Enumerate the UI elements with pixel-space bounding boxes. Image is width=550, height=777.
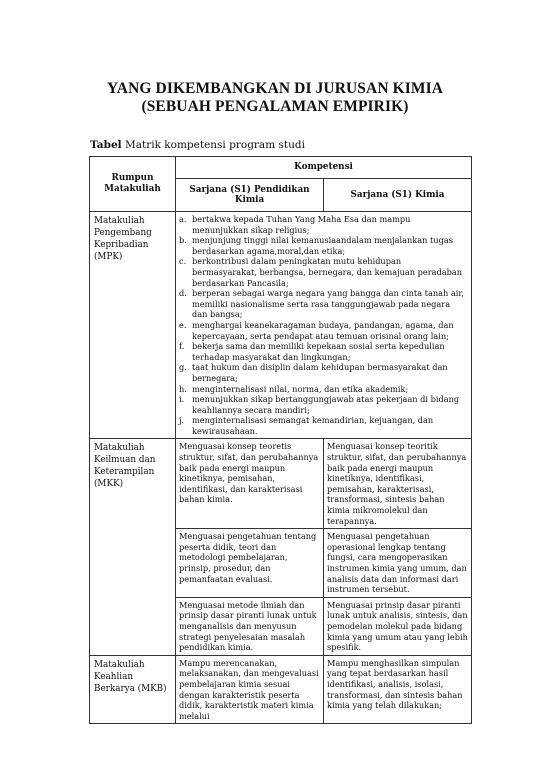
table-row-mkk-1	[90, 439, 472, 529]
mkk-kimia-cell: Menguasai konsep teoritik struktur, sifat, dan perubahannya baik pada energi maupun kinetiknya, identifikasi, pemisahan, karakterisasi, transformasi, sintesis bahan kimia mikromolekul dan terapannya.	[324, 439, 472, 529]
list-item: b. menjunjung tinggi nilai kemanusiaandalam menjalankan tugas berdasarkan agama,moral,dan etika;	[179, 235, 453, 256]
table-row-mpk	[90, 212, 472, 439]
header-rumpun-matakuliah: Rumpun Matakuliah	[90, 157, 176, 212]
list-item: e. menghargai keanekaragaman budaya, pandangan, agama, dan kepercayaan, serta pendapat atau temuan orisinal orang lain;	[179, 319, 454, 341]
mkk-kimia-cell: Menguasai prinsip dasar piranti lunak untuk analisis, sintesis, dan pemodelan molekul pada bidang kimia yang umum atau yang lebih spesifik.	[324, 597, 472, 655]
competency-matrix-table	[89, 156, 472, 724]
list-item: h. menginternalisasi nilai, norma, dan etika akademik;	[179, 383, 409, 394]
table-caption	[90, 139, 305, 151]
list-item: j. menginternalisasi semangat kemandirian, kejuangan, dan kewirausahaan.	[179, 415, 434, 436]
mkk-pendidikan-cell: Menguasai metode ilmiah dan prinsip dasar piranti lunak untuk menganalisis dan menyusun strategi penyelesaian masalah pendidikan kimia.	[176, 597, 324, 655]
caption-label: Tabel	[90, 139, 122, 151]
header-s1-kimia: Sarjana (S1) Kimia	[324, 179, 472, 212]
document-title-line-1: YANG DIKEMBANGKAN DI JURUSAN KIMIA	[106, 80, 444, 97]
rumpun-mpk-label: Matakuliah Pengembang Kepribadian (MPK)	[90, 212, 176, 439]
mkb-pendidikan-cell: Mampu merencanakan, melaksanakan, dan mengevaluasi pembelajaran kimia sesuai dengan karakteristik peserta didik, karakteristik materi kimia melalui	[176, 655, 324, 724]
rumpun-mkb-label: Matakuliah Keahlian Berkarya (MKB)	[90, 655, 176, 724]
mpk-competency-list	[179, 214, 468, 436]
mkk-kimia-cell: Menguasai pengetahuan operasional lengkap tentang fungsi, cara mengoperasikan instrumen kimia yang umum, dan analisis data dan informasi dari instrumen tersebut.	[324, 529, 472, 598]
list-item: c. berkontribusi dalam peningkatan mutu kehidupan bermasyarakat, berbangsa, bernegara, dan kemajuan peradaban berdasarkan Pancasila;	[179, 256, 463, 288]
list-item: i. menunjukkan sikap bertanggungjawab atas pekerjaan di bidang keahliannya secara mandiri;	[179, 394, 460, 415]
list-item: a. bertakwa kepada Tuhan Yang Maha Esa dan mampu menunjukkan sikap religius;	[179, 214, 411, 235]
table-row-mkb	[90, 655, 472, 724]
mkb-kimia-cell: Mampu menghasilkan simpulan yang tepat berdasarkan hasil identifikasi, analisis, isolasi, transformasi, dan sintesis bahan kimia yang telah dilakukan;	[324, 655, 472, 724]
header-kompetensi: Kompetensi	[176, 157, 472, 179]
mpk-competency-list-cell	[176, 212, 472, 439]
rumpun-mkk-label: Matakuliah Keilmuan dan Keterampilan (MKK)	[90, 439, 176, 655]
header-s1-pendidikan-kimia: Sarjana (S1) Pendidikan Kimia	[176, 179, 324, 212]
list-item: g. taat hukum dan disiplin dalam kehidupan bermasyarakat dan bernegara;	[179, 362, 448, 383]
list-item: f. bekerja sama dan memiliki kepekaan sosial serta kepedulian terhadap masyarakat dan lingkungan;	[179, 341, 445, 362]
mkk-pendidikan-cell: Menguasai pengetahuan tentang peserta didik, teori dan metodologi pembelajaran, prinsip, prosedur, dan pemanfaatan evaluasi.	[176, 529, 324, 598]
document-title-line-2: (SEBUAH PENGALAMAN EMPIRIK)	[141, 98, 409, 115]
mkk-pendidikan-cell: Menguasai konsep teoretis struktur, sifat, dan perubahannya baik pada energi maupun kinetiknya, pemisahan, identifikasi, dan karakterisasi bahan kimia.	[176, 439, 324, 529]
list-item: d. berperan sebagai warga negara yang bangga dan cinta tanah air, memiliki nasionalisme serta rasa tanggungjawab pada negara dan bangsa;	[179, 288, 464, 320]
caption-text: Matrik kompetensi program studi	[121, 139, 305, 151]
